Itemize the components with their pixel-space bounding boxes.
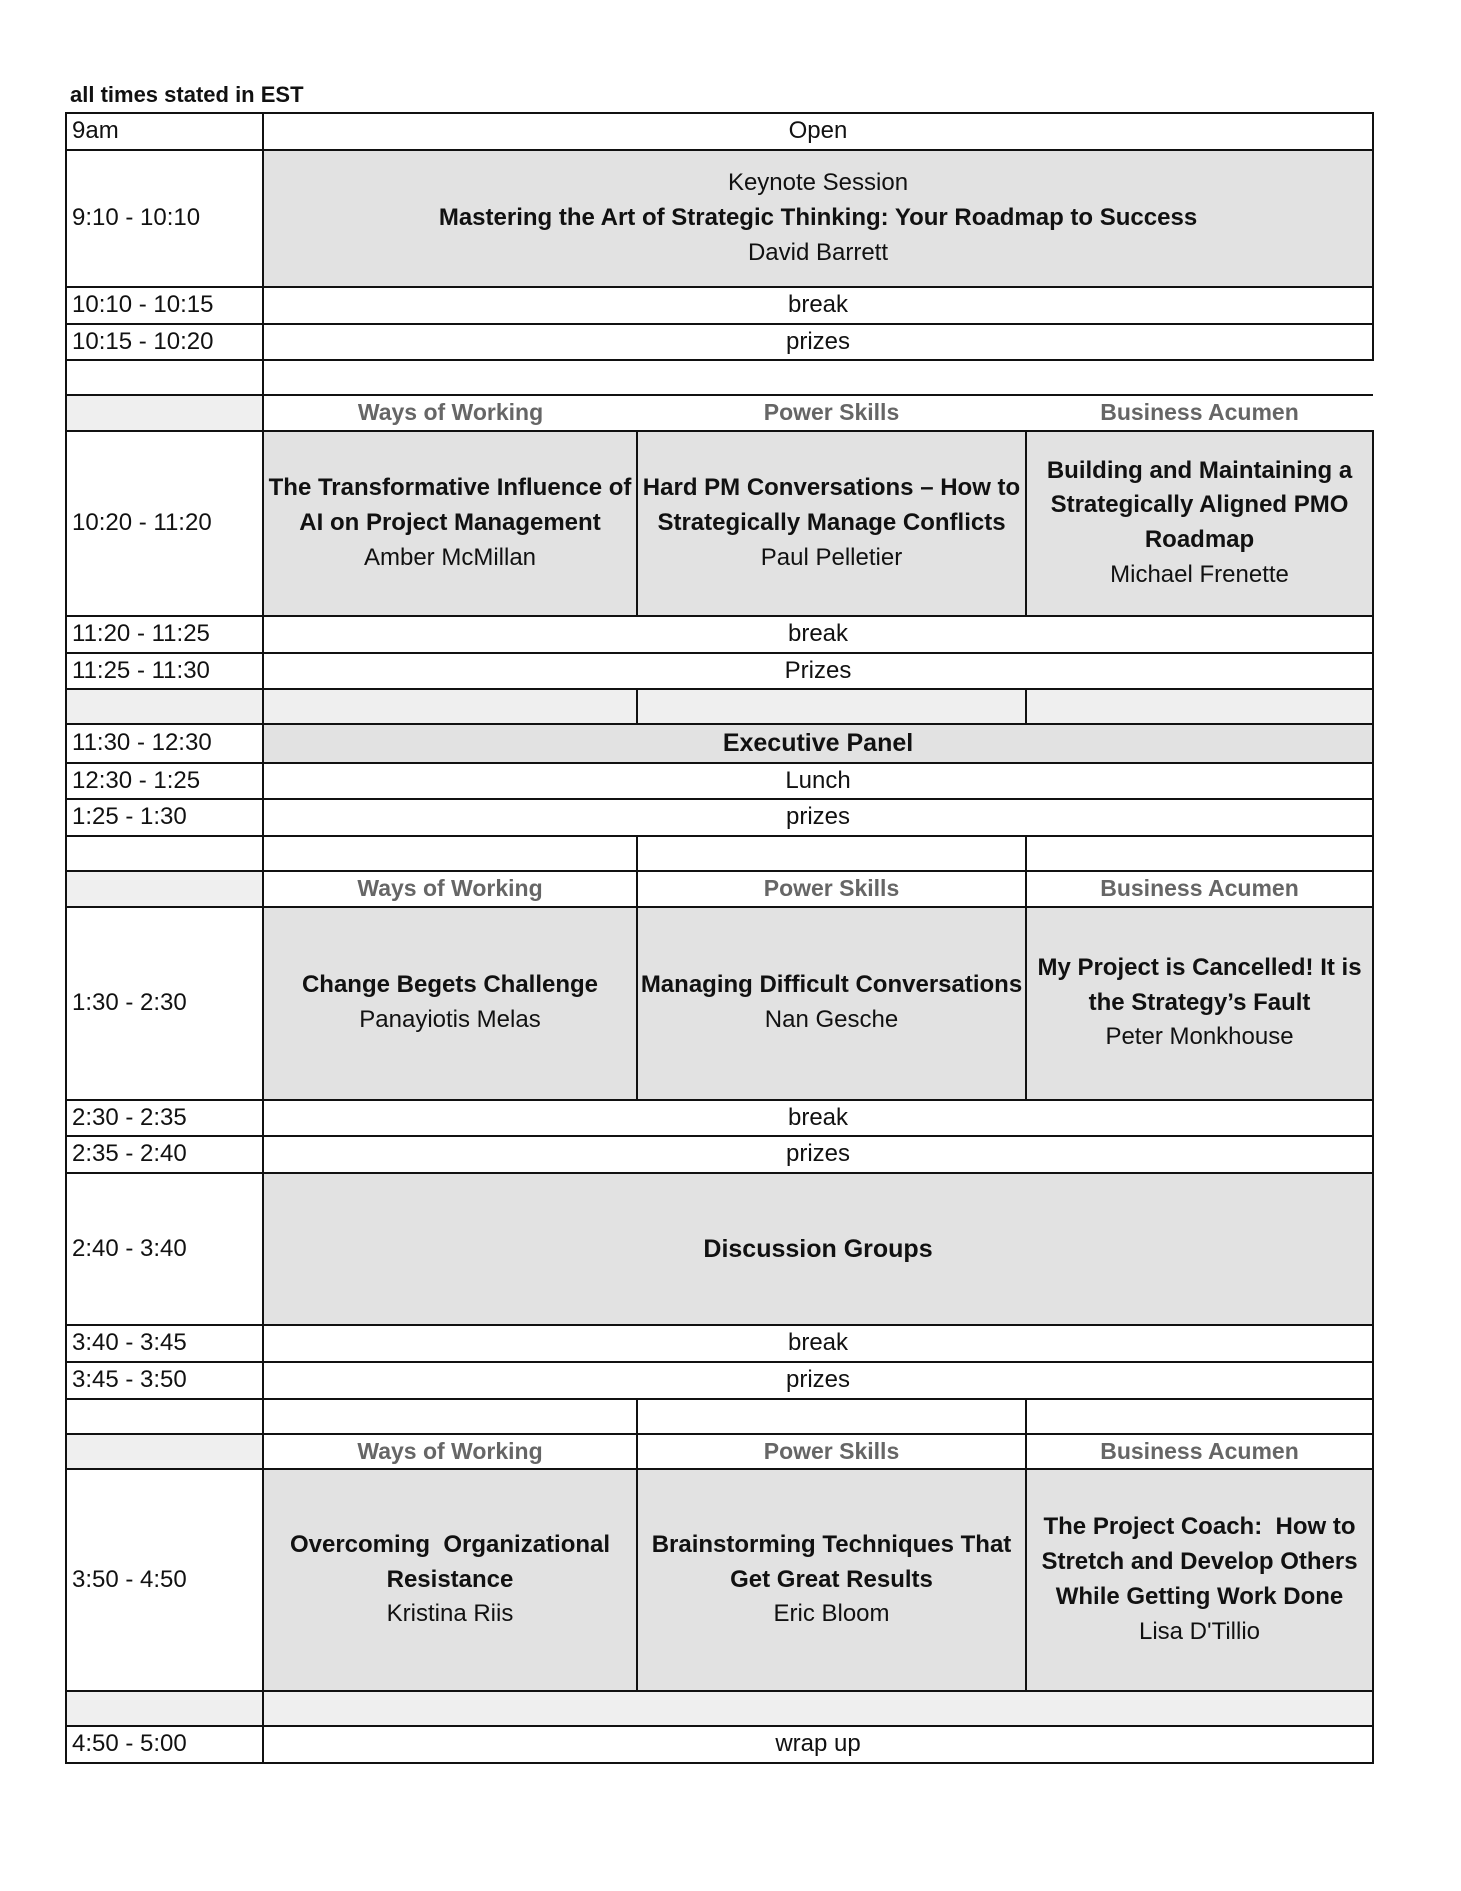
empty-cell	[263, 1691, 1373, 1726]
time-cell: 10:10 - 10:15	[66, 287, 263, 324]
empty-cell	[66, 1434, 263, 1469]
time-cell: 10:20 - 11:20	[66, 431, 263, 616]
session-title: Building and Maintaining a Strategically Aligned PMO Roadmap	[1046, 456, 1353, 554]
track-header-power-skills: Power Skills	[637, 871, 1026, 906]
spacer-row	[66, 836, 1373, 871]
track-header-power-skills: Power Skills	[637, 1434, 1026, 1469]
session-title: Brainstorming Techniques That Get Great Results	[651, 1530, 1012, 1593]
row-discussion-groups	[66, 1173, 1373, 1325]
track-header-business-acumen: Business Acumen	[1026, 1434, 1373, 1469]
empty-cell	[263, 836, 637, 871]
break-label: break	[263, 1100, 1373, 1137]
empty-cell	[263, 689, 637, 724]
time-cell: 3:50 - 4:50	[66, 1469, 263, 1691]
session-cell	[637, 1469, 1026, 1691]
prizes-label: prizes	[263, 1136, 1373, 1173]
session-title: Managing Difficult Conversations	[640, 971, 1023, 999]
row-prizes	[66, 324, 1373, 361]
track-header-ways-of-working: Ways of Working	[263, 1434, 637, 1469]
session-cell	[1026, 1469, 1373, 1691]
session-title: The Transformative Influence of AI on Project Management	[268, 474, 632, 536]
session-speaker: Eric Bloom	[773, 1600, 890, 1628]
time-cell: 9am	[66, 113, 263, 150]
empty-cell	[66, 871, 263, 906]
session-cell	[637, 907, 1026, 1100]
track-header-row	[66, 871, 1373, 906]
time-cell: 11:30 - 12:30	[66, 724, 263, 762]
row-prizes	[66, 1362, 1373, 1399]
row-break	[66, 1325, 1373, 1362]
track-header-row	[66, 1434, 1373, 1469]
prizes-label: prizes	[263, 324, 1373, 361]
track-header-business-acumen: Business Acumen	[1026, 871, 1373, 906]
row-session-block	[66, 1469, 1373, 1691]
time-cell: 4:50 - 5:00	[66, 1726, 263, 1763]
session-speaker: Kristina Riis	[386, 1600, 514, 1628]
session-cell	[637, 431, 1026, 616]
time-cell: 3:45 - 3:50	[66, 1362, 263, 1399]
row-keynote	[66, 150, 1373, 287]
session-title: My Project is Cancelled! It is the Strategy’s Fault	[1037, 953, 1362, 1016]
break-label: break	[263, 616, 1373, 653]
empty-cell	[1026, 1399, 1373, 1434]
row-prizes	[66, 799, 1373, 836]
row-executive-panel	[66, 724, 1373, 762]
session-cell	[263, 1469, 637, 1691]
time-cell: 11:25 - 11:30	[66, 653, 263, 690]
session-cell	[1026, 431, 1373, 616]
row-prizes	[66, 653, 1373, 690]
empty-cell	[66, 689, 263, 724]
session-speaker: Peter Monkhouse	[1105, 1023, 1294, 1051]
session-cell	[263, 431, 637, 616]
prizes-label: prizes	[263, 799, 1373, 836]
row-wrap-up	[66, 1726, 1373, 1763]
row-prizes	[66, 1136, 1373, 1173]
session-speaker: Amber McMillan	[363, 543, 537, 571]
session-speaker: Panayiotis Melas	[359, 1006, 541, 1034]
session-speaker: Nan Gesche	[764, 1006, 899, 1034]
row-session-block	[66, 907, 1373, 1100]
row-session-block	[66, 431, 1373, 616]
empty-cell	[637, 689, 1026, 724]
empty-cell	[263, 360, 1373, 395]
session-cell	[263, 907, 637, 1100]
row-break	[66, 1100, 1373, 1137]
executive-panel-label: Executive Panel	[263, 724, 1373, 762]
session-title: The Project Coach: How to Stretch and Develop Others While Getting Work Done	[1041, 1513, 1365, 1611]
discussion-groups-label: Discussion Groups	[263, 1173, 1373, 1325]
session-title: Hard PM Conversations – How to Strategically Manage Conflicts	[642, 474, 1021, 536]
session-speaker: Michael Frenette	[1110, 561, 1289, 589]
row-break	[66, 616, 1373, 653]
open-label: Open	[263, 113, 1373, 150]
time-cell: 11:20 - 11:25	[66, 616, 263, 653]
track-header-ways-of-working: Ways of Working	[263, 871, 637, 906]
track-header-business-acumen: Business Acumen	[1026, 395, 1373, 430]
time-cell: 1:25 - 1:30	[66, 799, 263, 836]
empty-cell	[66, 360, 263, 395]
time-cell: 1:30 - 2:30	[66, 907, 263, 1100]
agenda-table	[65, 112, 1374, 1764]
track-header-ways-of-working: Ways of Working	[263, 395, 637, 430]
spacer-row	[66, 689, 1373, 724]
break-label: break	[263, 287, 1373, 324]
track-header-power-skills: Power Skills	[637, 395, 1026, 430]
spacer-row	[66, 1691, 1373, 1726]
empty-cell	[66, 1691, 263, 1726]
session-speaker: Lisa D'Tillio	[1138, 1617, 1261, 1645]
prizes-label: prizes	[263, 1362, 1373, 1399]
keynote-title: Mastering the Art of Strategic Thinking: Your Roadmap to Success	[438, 203, 1198, 231]
time-cell: 9:10 - 10:10	[66, 150, 263, 287]
time-cell: 12:30 - 1:25	[66, 763, 263, 800]
spacer-row	[66, 360, 1373, 395]
empty-cell	[637, 836, 1026, 871]
lunch-label: Lunch	[263, 763, 1373, 800]
row-lunch	[66, 763, 1373, 800]
keynote-cell	[263, 150, 1373, 287]
time-cell: 10:15 - 10:20	[66, 324, 263, 361]
time-cell: 3:40 - 3:45	[66, 1325, 263, 1362]
row-open	[66, 113, 1373, 150]
keynote-speaker: David Barrett	[747, 238, 889, 266]
session-title: Overcoming Organizational Resistance	[289, 1530, 617, 1593]
empty-cell	[1026, 836, 1373, 871]
time-cell: 2:40 - 3:40	[66, 1173, 263, 1325]
row-break	[66, 287, 1373, 324]
empty-cell	[66, 836, 263, 871]
empty-cell	[1026, 689, 1373, 724]
spacer-row	[66, 1399, 1373, 1434]
keynote-kind: Keynote Session	[727, 169, 909, 197]
session-cell	[1026, 907, 1373, 1100]
prizes-label: Prizes	[263, 653, 1373, 690]
empty-cell	[66, 395, 263, 430]
time-cell: 2:30 - 2:35	[66, 1100, 263, 1137]
track-header-row	[66, 395, 1373, 430]
empty-cell	[637, 1399, 1026, 1434]
break-label: break	[263, 1325, 1373, 1362]
session-title: Change Begets Challenge	[301, 971, 599, 999]
session-speaker: Paul Pelletier	[760, 543, 903, 571]
empty-cell	[263, 1399, 637, 1434]
timezone-note: all times stated in EST	[70, 82, 304, 107]
wrap-up-label: wrap up	[263, 1726, 1373, 1763]
time-cell: 2:35 - 2:40	[66, 1136, 263, 1173]
empty-cell	[66, 1399, 263, 1434]
